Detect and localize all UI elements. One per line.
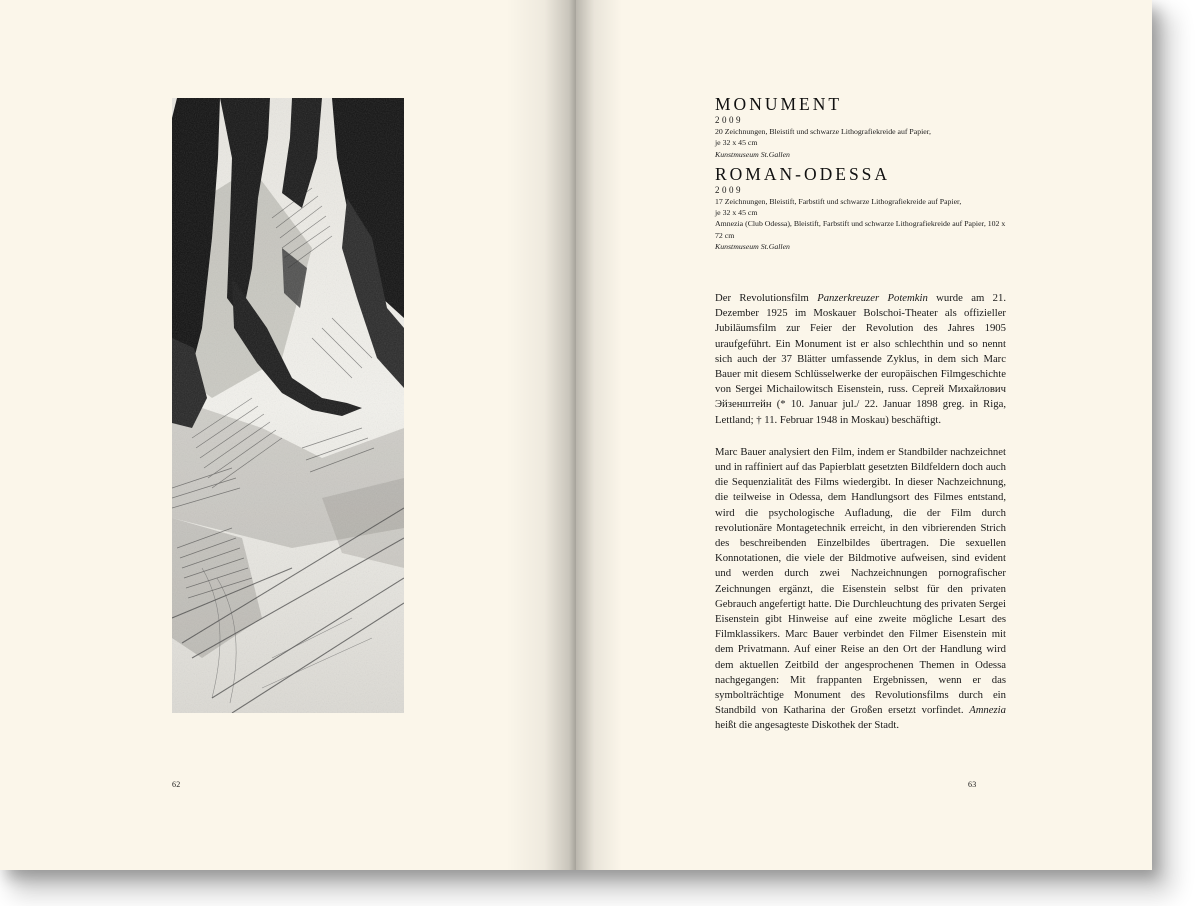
page-number-right: 63 [968, 780, 977, 789]
text-run: wurde am 21. Dezember 1925 im Moskauer Bolschoi-Theater als offizieller Jubiläumsfilm zur Feier der Revolution des Jahres 1905 uraufgeführt. Ein Monument ist er also schlechthin und so nennt sich auch der 37 Blätter umfassende Zyklus, in dem sich Marc Bauer mit diesem Schlüsselwerke der europäischen Filmgeschichte von Sergei Michailowitsch Eisenstein, russ. Сергей Михайлович Эйзенштейн (* 10. Januar jul./ 22. Januar 1898 greg. in Riga, Lettland; † 11. Februar 1948 in Moskau) beschäftigt. [715, 292, 1006, 426]
essay-paragraph-1 [715, 291, 1006, 428]
right-page [576, 0, 1152, 870]
page-number-left: 62 [172, 780, 181, 789]
work-roman-odessa [715, 163, 1006, 252]
gutter-shadow-right [576, 0, 622, 870]
work-monument [715, 93, 1006, 160]
work-collection: Kunstmuseum St.Gallen [715, 242, 790, 252]
essay-text [715, 291, 1006, 751]
work-title: ROMAN-ODESSA [715, 163, 891, 184]
work-detail: je 32 x 45 cm [715, 208, 758, 218]
gutter-shadow-left [506, 0, 576, 870]
work-detail: 20 Zeichnungen, Bleistift und schwarze Lithografiekreide auf Papier, [715, 127, 931, 136]
work-detail: Amnezia (Club Odessa), Bleistift, Farbstift und schwarze Lithografiekreide auf Papier, 102 x 72 cm [715, 219, 1006, 240]
work-title: MONUMENT [715, 94, 843, 114]
film-title: Panzerkreuzer Potemkin [817, 292, 928, 304]
left-page [0, 0, 576, 870]
work-collection: Kunstmuseum St.Gallen [715, 149, 790, 159]
essay-paragraph-2 [715, 445, 1006, 734]
work-year: 2009 [715, 115, 743, 125]
club-name: Amnezia [969, 704, 1006, 717]
text-run: Marc Bauer analysiert den Film, indem er Standbilder nachzeichnet und in raffiniert auf das Papierblatt gesetzten Bildfeldern doch auch die Sequenzialität des Films wiedergibt. In dieser Nachzeichnung, die teilweise in Odessa, dem Handlungsort des Filmes entstand, wird die psychologische Aufladung, die der Film durch revolutionäre Montagetechnik erreicht, in den vibrierenden Strich des beschreibenden Einzelbildes übertragen. Die sexuellen Konnotationen, die viele der Bildmotive aufweisen, sind evident und werden durch zwei Nachzeichnungen pornografischer Zeichnungen ergänzt, die Eisenstein selbst für den privaten Gebrauch angefertigt hatte. Die Durchleuchtung des privaten Sergei Eisenstein gibt Hinweise auf eine zweite mögliche Lesart des Filmklassikers. Marc Bauer verbindet den Filmer Eisenstein mit dem Privatmann. Auf einer Reise an den Ort der Handlung wird dem aktuellen Zeitbild der angesprochenen Themen in Odessa nachgegangen: Mit frappanten Ergebnissen, wenn er das symbolträchtige Monument des Revolutionsfilms durch ein Standbild von Katharina der Großen ersetzt vorfindet. [715, 445, 1006, 717]
drawing-illustration [172, 98, 404, 713]
artwork-drawing [172, 98, 404, 713]
work-detail: je 32 x 45 cm [715, 138, 758, 148]
text-run: Der Revolutionsfilm [715, 292, 818, 304]
works-list [715, 93, 1006, 255]
work-detail: 17 Zeichnungen, Bleistift, Farbstift und schwarze Lithografiekreide auf Papier, [715, 196, 962, 206]
work-year: 2009 [715, 184, 743, 195]
text-run: heißt die angesagteste Diskothek der Stadt. [715, 719, 900, 732]
